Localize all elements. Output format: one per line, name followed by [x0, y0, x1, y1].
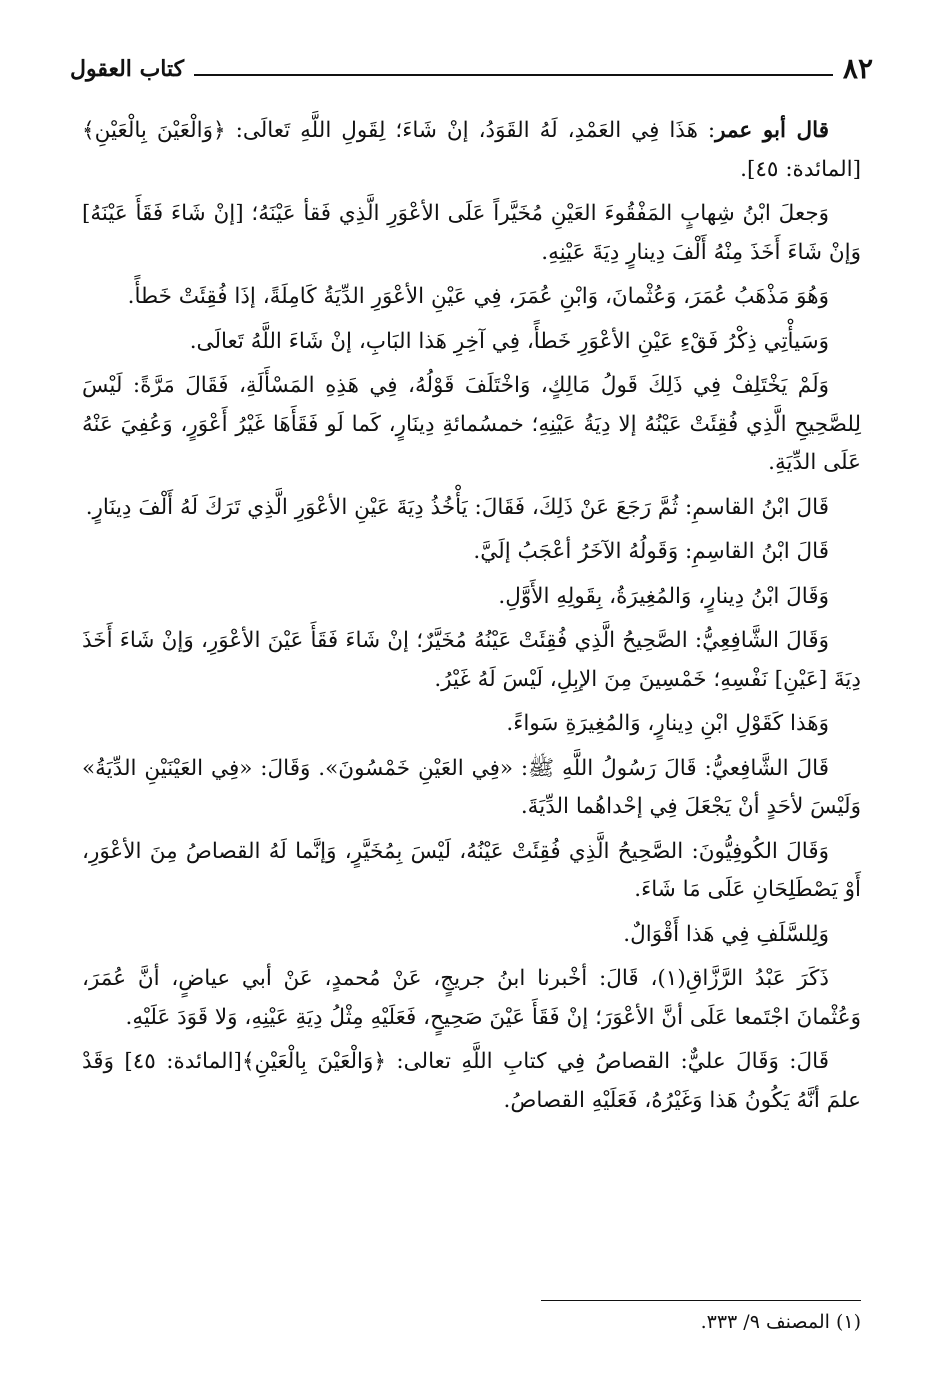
paragraph-text: وَقَالَ الشَّافِعِيُّ: الصَّحِيحُ الَّذِي فُقِئَتْ عَيْنُهُ مُخَيَّرٌ؛ إنْ شَاءَ فَقَأَ عَيْنَ الأعْوَرِ، وَإنْ شَاءَ أَخَذَ دِيَةَ [عَيْنِ] نَفْسِهِ؛ خَمْسِينَ مِنَ الإبِلِ، لَيْسَ لَهُ غَيْرُ. — [82, 628, 861, 692]
page-body — [82, 112, 861, 1126]
paragraph — [82, 323, 861, 362]
paragraph-text: وَلَمْ يَخْتَلِفْ فِي ذَلِكَ قَولُ مَالِكٍ، وَاخْتَلَفَ قَوْلُهُ، فِي هَذِهِ المَسْأَلَةِ، فَقَالَ مَرَّةً: لَيْسَ لِلصَّحِيحِ الَّذِي فُقِئَتْ عَيْنُهُ إلا دِيَةُ عَيْنِهِ؛ خمسُمائةِ دِينَارٍ، كَما لَو فَقَأَهَا غَيْرُ أَعْوَرٍ، وَعُفِيَ عَنْهُ عَلَى الدِّيَةِ. — [82, 373, 861, 475]
paragraph — [82, 278, 861, 317]
paragraph-lead: قال أبو عمر — [715, 118, 829, 143]
paragraph-text: قَالَ ابْنُ القاسِمِ: وَقَولُهُ الآخَرُ أعْجَبُ إلَيَّ. — [473, 539, 829, 564]
paragraph-text: قَالَ الشَّافِعيُّ: قَالَ رَسُولُ اللَّهِ ﷺ: «فِي العَيْنِ خَمْسُونَ». وَقَالَ: «فِي العَيْنَيْنِ الدِّيَةُ» وَلَيْسَ لأحَدٍ أنْ يَجْعَلَ فِي إحْداهُما الدِّيَةَ. — [82, 755, 861, 819]
paragraph-text: ذَكَرَ عَبْدُ الرَّزَّاقِ(١)، قَالَ: أخْبرنا ابنُ جريجٍ، عَنْ مُحمدٍ، عَنْ أبي عياضٍ، أنَّ عُمَرَ، وَعُثْمانَ اجْتَمعا عَلَى أنَّ الأعْوَرَ؛ إنْ فَقَأَ عَيْنَ صَحِيحٍ، فَعَلَيْهِ مِثْلُ دِيَةِ عَيْنِهِ، وَلا قَوَدَ عَلَيْهِ. — [82, 966, 861, 1030]
book-title: كتاب العقول — [70, 56, 185, 82]
paragraph-text: وَهُوَ مَذْهَبُ عُمَرَ، وَعُثْمانَ، وَابْنِ عُمَرَ، فِي عَيْنِ الأعْوَرِ الدِّيَةُ كَامِلَةً، إذَا فُقِئَتْ خَطأً. — [127, 284, 829, 309]
paragraph — [82, 195, 861, 272]
paragraph — [82, 367, 861, 483]
paragraph — [82, 960, 861, 1037]
paragraph — [82, 578, 861, 617]
paragraph-text: : هَذَا فِي العَمْدِ، لَهُ القَوَدُ، إنْ شَاءَ؛ لِقَولِ اللَّهِ تَعالَى: ﴿وَالْعَيْنَ بِالْعَيْنِ﴾ [المائدة: ٤٥]. — [82, 118, 861, 182]
paragraph-text: وَقَالَ ابْنُ دِينارٍ، وَالمُغِيرَةُ، بِقَولِهِ الأَوَّلِ. — [498, 583, 829, 609]
page-header — [70, 40, 873, 84]
footnote: (١) المصنف ٩/ ٣٣٣. — [700, 1311, 861, 1333]
paragraph — [82, 705, 861, 744]
paragraph-text: وَلِلسَّلَفِ فِي هَذا أَقْوَالٌ. — [623, 921, 829, 947]
paragraph — [82, 489, 861, 528]
paragraph-text: وَجعلَ ابْنُ شِهابٍ المَفْقُوءَ العَيْنِ مُخَيَّراً عَلَى الأعْوَرِ الَّذِي فَقأ عَيْنَهُ؛ [إنْ شَاءَ فَقَأَ عَيْنَهُ] وَإنْ شَاءَ أَخَذَ مِنْهُ أَلْفَ دِينارٍ دِيَةَ عَيْنِهِ. — [82, 201, 861, 265]
paragraph-text: وَهَذا كَقَوْلِ ابْنِ دِينارٍ، وَالمُغِيرَةِ سَواءً. — [506, 711, 829, 736]
paragraph-text: قَالَ: وَقَالَ عليٌّ: القصاصُ فِي كتابِ اللَّهِ تعالى: ﴿وَالْعَيْنَ بِالْعَيْنِ﴾[المائدة: ٤٥] وَقَدْ علمَ أنَّهُ يَكُونُ هَذا وَغَيْرُهُ، فَعَلَيْهِ القصاصُ. — [82, 1049, 861, 1113]
paragraph — [82, 1043, 861, 1120]
paragraph — [82, 112, 861, 189]
footnote-divider — [541, 1300, 861, 1301]
paragraph-text: وَسَيأْتِي ذِكْرُ فَقْءِ عَيْنِ الأعْوَرِ خَطأً، فِي آخِرِ هَذا البَابِ، إنْ شَاءَ اللَّهُ تَعالَى. — [189, 328, 829, 354]
paragraph-text: قَالَ ابْنُ القاسمِ: ثُمَّ رَجَعَ عَنْ ذَلِكَ، فَقَالَ: يَأْخُذُ دِيَةَ عَيْنِ الأعْوَرِ الَّذِي تَرَكَ لَهُ أَلْفَ دِينَارٍ. — [85, 494, 829, 520]
paragraph — [82, 916, 861, 955]
page-number: ٨٢ — [842, 52, 873, 85]
paragraph — [82, 833, 861, 910]
header-divider — [194, 74, 833, 76]
paragraph — [82, 533, 861, 572]
paragraph — [82, 622, 861, 699]
paragraph-text: وَقَالَ الكُوفِيُّونَ: الصَّحِيحُ الَّذِي فُقِئَتْ عَيْنُهُ، لَيْسَ بِمُخَيَّرٍ، وَإنَّما لَهُ القصاصُ مِنَ الأعْوَرِ، أَوْ يَصْطَلِحَانِ عَلَى مَا شَاءَ. — [82, 838, 861, 902]
paragraph — [82, 750, 861, 827]
